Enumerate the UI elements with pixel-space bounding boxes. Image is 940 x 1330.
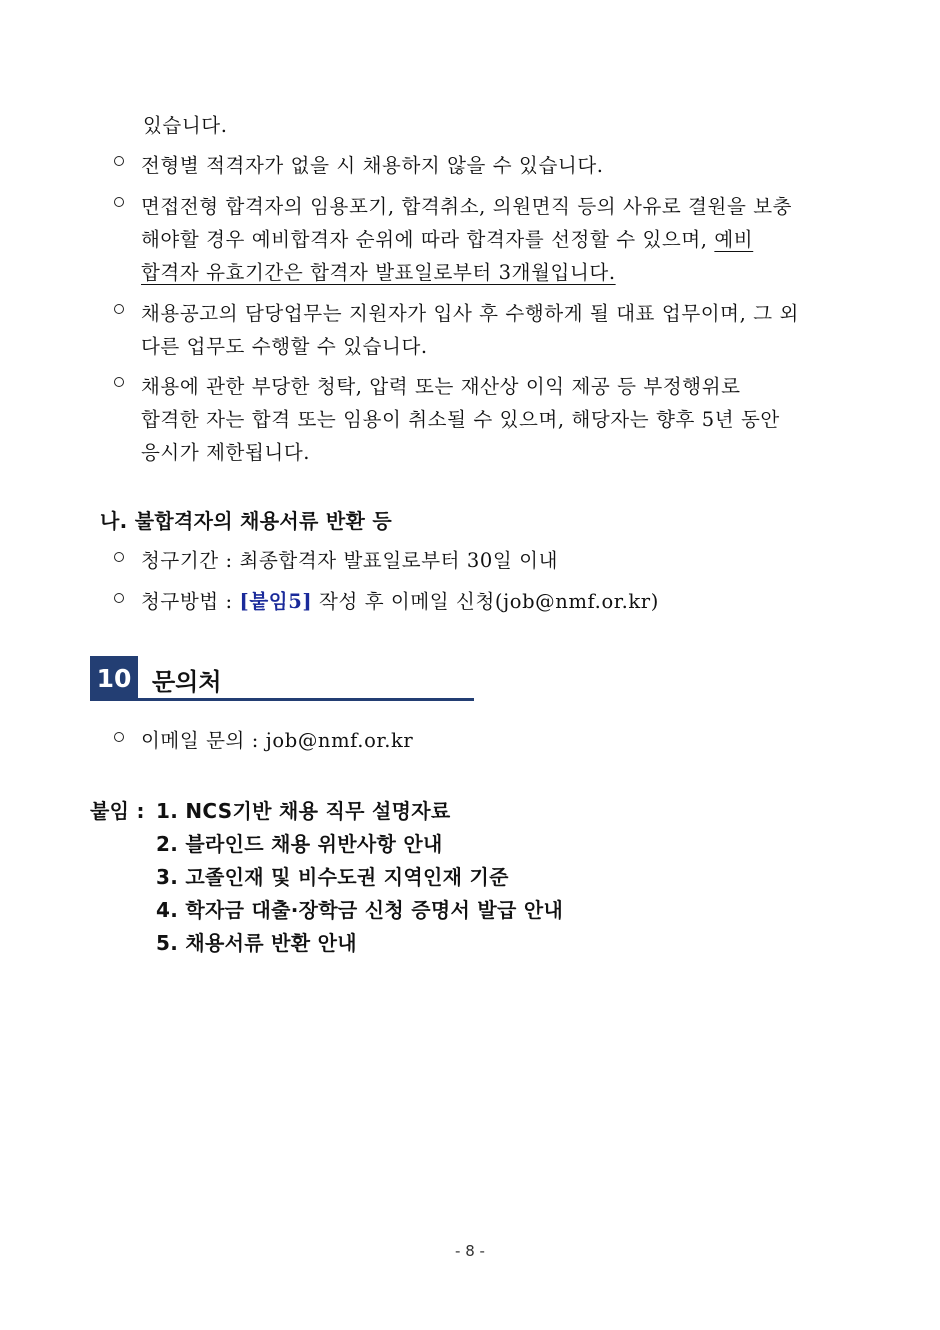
bullet-text: 응시가 제한됩니다. (141, 441, 311, 464)
bullet-text: 채용공고의 담당업무는 지원자가 입사 후 수행하게 될 대표 업무이며, 그 외 (141, 302, 799, 325)
attachment-item: 1. NCS기반 채용 직무 설명자료 (156, 799, 451, 823)
underlined-text: 합격자 유효기간은 합격자 발표일로부터 3개월입니다. (141, 261, 616, 284)
section-title: 문의처 (152, 668, 222, 696)
bullet-text: 채용에 관한 부당한 청탁, 압력 또는 재산상 이익 제공 등 부정행위로 (141, 375, 741, 398)
subsection-heading: 나. 불합격자의 채용서류 반환 등 (100, 509, 393, 533)
bullet-circle-icon (114, 552, 124, 562)
bullet-circle-icon (114, 377, 124, 387)
attachment-reference: [붙임5] (239, 590, 313, 613)
bullet-text: 합격한 자는 합격 또는 임용이 취소될 수 있으며, 해당자는 향후 5년 동안 (141, 408, 780, 431)
bullet-text: 작성 후 이메일 신청(job@nmf.or.kr) (312, 590, 659, 613)
section-number-box: 10 (90, 656, 138, 700)
attachment-item: 4. 학자금 대출·장학금 신청 증명서 발급 안내 (156, 898, 564, 922)
bullet-text: 해야할 경우 예비합격자 순위에 따라 합격자를 선정할 수 있으며, (141, 228, 715, 251)
bullet-circle-icon (114, 156, 124, 166)
bullet-circle-icon (114, 197, 124, 207)
bullet-text-line (141, 224, 753, 252)
bullet-circle-icon (114, 593, 124, 603)
bullet-text: 면접전형 합격자의 임용포기, 합격취소, 의원면직 등의 사유로 결원을 보충 (141, 195, 793, 218)
underlined-text: 예비 (714, 228, 754, 251)
attachments-label: 붙임 : (90, 799, 145, 823)
section-divider (90, 698, 474, 701)
bullet-text: 전형별 적격자가 없을 시 채용하지 않을 수 있습니다. (141, 154, 604, 177)
bullet-text: 청구기간 : 최종합격자 발표일로부터 30일 이내 (141, 549, 559, 572)
attachment-item: 5. 채용서류 반환 안내 (156, 931, 357, 955)
attachment-item: 3. 고졸인재 및 비수도권 지역인재 기준 (156, 865, 509, 889)
bullet-text: 청구방법 : (141, 590, 240, 613)
bullet-circle-icon (114, 304, 124, 314)
bullet-text: 이메일 문의 : job@nmf.or.kr (141, 729, 414, 752)
bullet-text: 다른 업무도 수행할 수 있습니다. (141, 335, 428, 358)
continuation-text: 있습니다. (143, 114, 228, 137)
bullet-circle-icon (114, 732, 124, 742)
attachment-item: 2. 블라인드 채용 위반사항 안내 (156, 832, 443, 856)
bullet-text-line (141, 586, 659, 614)
page-number: - 8 - (455, 1242, 485, 1260)
